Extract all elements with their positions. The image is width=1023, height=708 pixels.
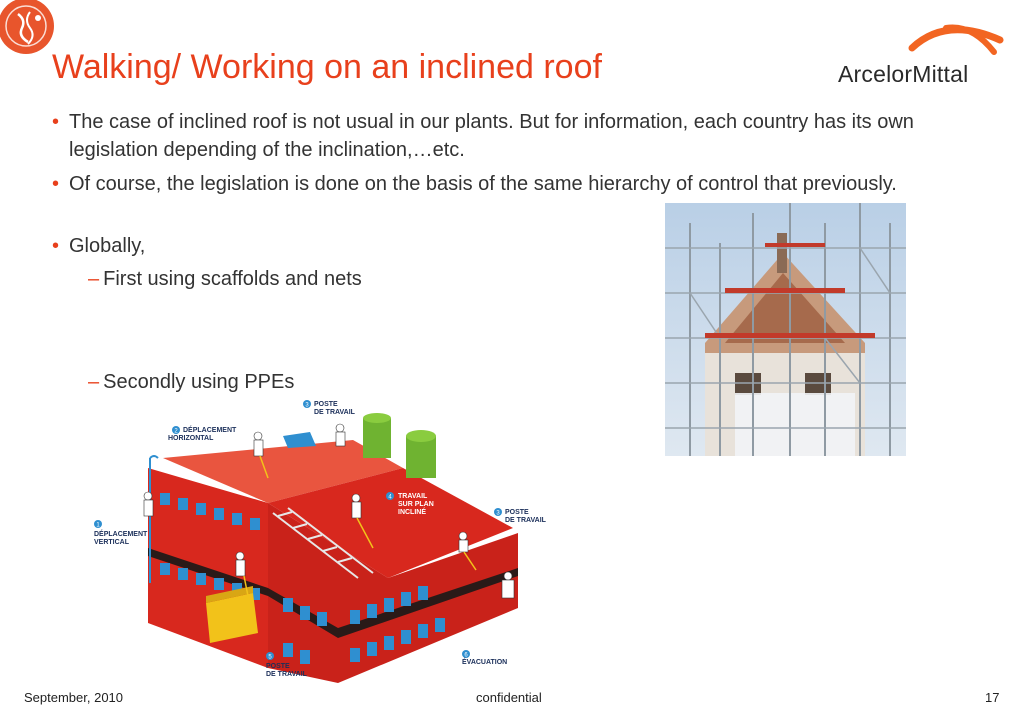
bullet-text: The case of inclined roof is not usual in our plants. But for information, each country has its own legislation depending of the inclination,…etc. <box>69 111 914 161</box>
dash-icon: – <box>88 371 100 393</box>
bullet-dot-icon: • <box>52 173 60 195</box>
svg-text:6: 6 <box>464 652 468 659</box>
sub-bullet-text: Secondly using PPEs <box>103 371 295 393</box>
svg-text:VERTICAL: VERTICAL <box>94 539 129 546</box>
bullet-item <box>52 170 952 198</box>
label-1 <box>94 520 148 546</box>
arcelormittal-logo <box>826 18 1006 90</box>
footer-date: September, 2010 <box>24 690 124 705</box>
svg-text:POSTE: POSTE <box>314 401 338 408</box>
sub-bullet-text: First using scaffolds and nets <box>103 268 362 290</box>
dash-icon: – <box>88 268 100 290</box>
bullet-item <box>52 232 145 260</box>
label-2 <box>168 425 237 442</box>
svg-text:DE TRAVAIL: DE TRAVAIL <box>505 517 546 524</box>
label-3 <box>303 400 356 416</box>
svg-text:4: 4 <box>388 494 392 501</box>
page-title: Walking/ Working on an inclined roof <box>52 48 602 86</box>
svg-text:POSTE: POSTE <box>266 663 290 670</box>
svg-text:3: 3 <box>305 402 309 409</box>
brand-arc-icon <box>906 18 1006 58</box>
svg-text:DÉPLACEMENT: DÉPLACEMENT <box>94 531 148 538</box>
svg-text:5: 5 <box>268 654 272 661</box>
sub-bullet-item <box>88 265 362 293</box>
svg-text:DÉPLACEMENT: DÉPLACEMENT <box>183 427 237 434</box>
scaffold-photo <box>665 203 906 456</box>
svg-text:2: 2 <box>174 428 178 435</box>
svg-text:DE TRAVAIL: DE TRAVAIL <box>266 671 307 678</box>
svg-text:SUR PLAN: SUR PLAN <box>398 501 434 508</box>
safety-logo <box>0 0 60 54</box>
footer-confidential: confidential <box>476 690 542 705</box>
svg-text:HORIZONTAL: HORIZONTAL <box>168 435 214 442</box>
svg-text:1: 1 <box>96 522 100 529</box>
roof-work-illustration <box>88 398 628 690</box>
svg-text:ÉVACUATION: ÉVACUATION <box>462 659 508 666</box>
page-number: 17 <box>985 690 1000 705</box>
svg-text:DE TRAVAIL: DE TRAVAIL <box>314 409 355 416</box>
sub-bullet-item <box>88 368 294 396</box>
svg-text:POSTE: POSTE <box>505 509 529 516</box>
svg-text:3: 3 <box>496 510 500 517</box>
bullet-dot-icon: • <box>52 111 60 133</box>
bullet-text: Of course, the legislation is done on the basis of the same hierarchy of control that previously. <box>69 173 897 195</box>
bullet-text: Globally, <box>69 235 146 257</box>
svg-text:TRAVAIL: TRAVAIL <box>398 493 428 500</box>
label-6 <box>462 650 507 666</box>
bullet-dot-icon: • <box>52 235 60 257</box>
label-3-right <box>494 508 547 524</box>
bullet-item <box>52 108 952 164</box>
brand-name: ArcelorMittal <box>838 61 969 87</box>
svg-text:INCLINÉ: INCLINÉ <box>398 509 426 516</box>
